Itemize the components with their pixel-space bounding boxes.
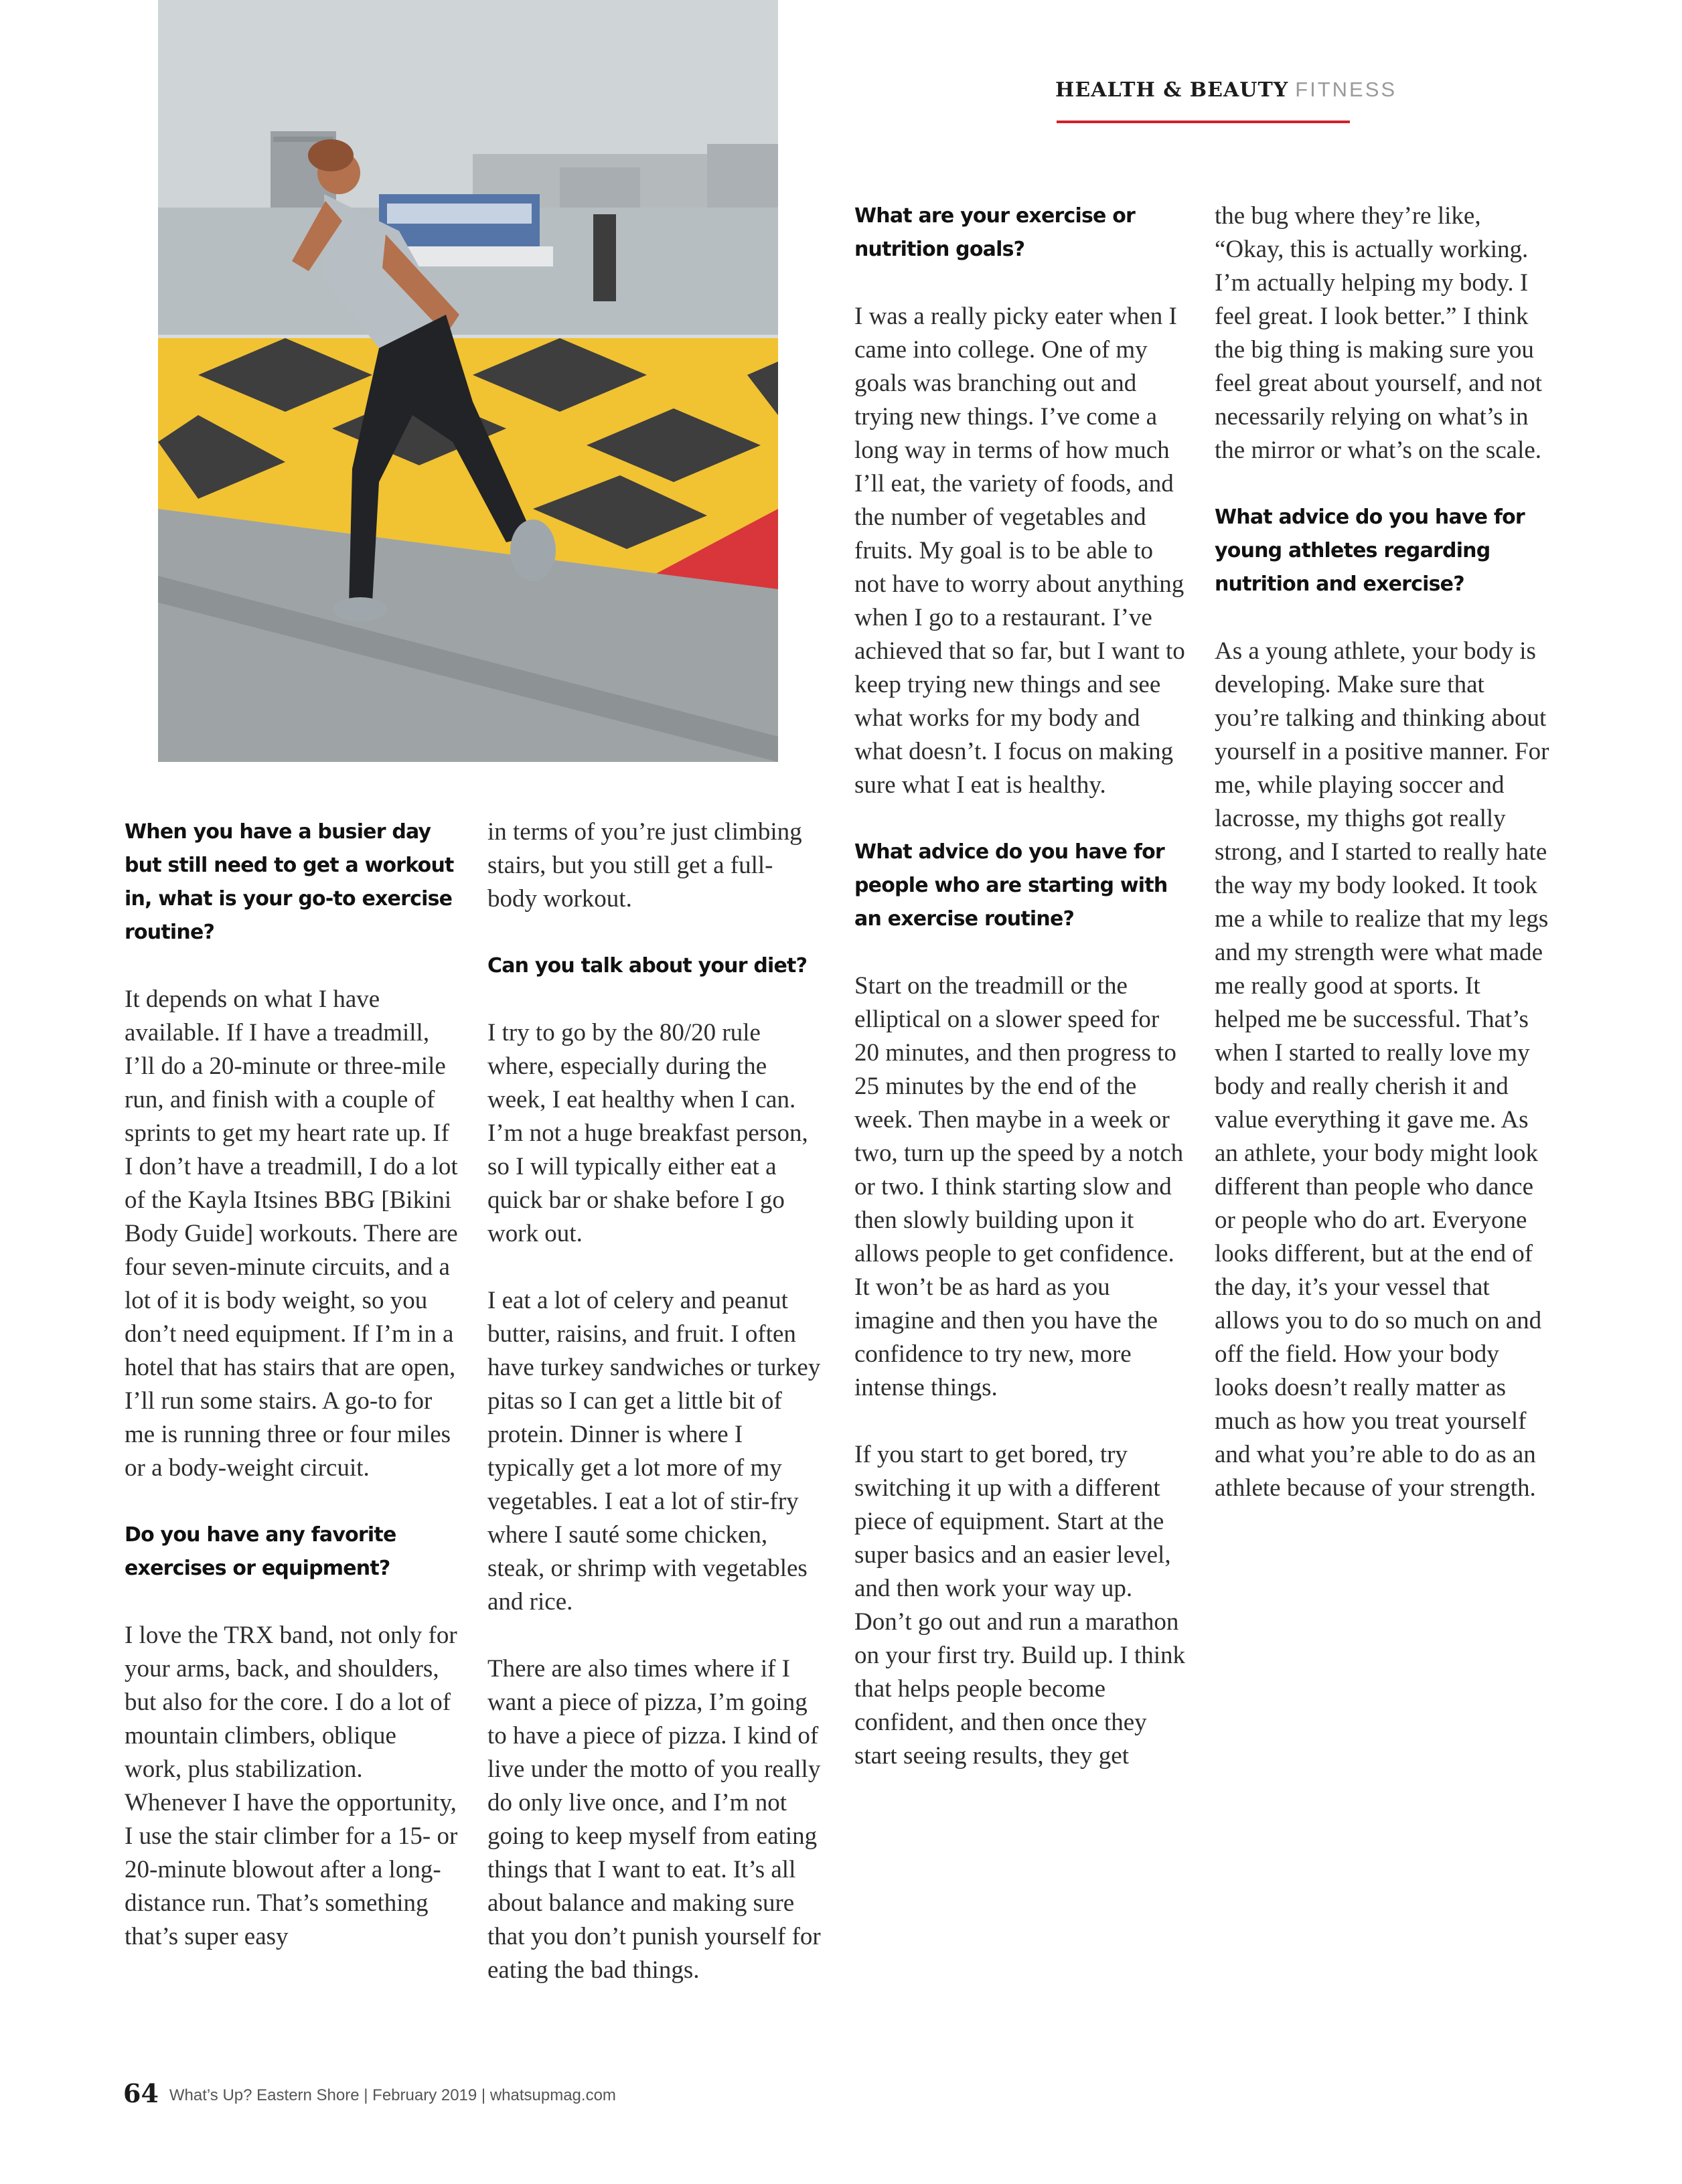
- interview-question: What are your exercise or nutrition goals?: [854, 204, 1136, 261]
- publication-info: What’s Up? Eastern Shore | February 2019 | whatsupmag.com: [169, 2086, 616, 2104]
- interview-answer: I try to go by the 80/20 rule where, especially during the week, I eat healthy when I can. I’m not a huge breakfast person, so I will typically either eat a quick bar or shake before I go work out.: [487, 1019, 808, 1247]
- page-number: 64: [123, 2078, 159, 2108]
- section-header: [1055, 78, 1397, 125]
- interview-answer: I eat a lot of celery and peanut butter, raisins, and fruit. I often have turkey sandwiches or turkey pitas so I can get a little bit of protein. Dinner is where I typically get a lot more of my vegetables. I eat a lot of stir-fry where I sauté some chicken, steak, or shrimp with vegetables and rice.: [487, 1287, 821, 1616]
- interview-answer: the bug where they’re like, “Okay, this is actually working. I’m actually helping my body. I feel great. I look better.” I think the big thing is making sure you feel great about yourself, and not necessarily relying on what’s in the mirror or what’s on the scale.: [1215, 202, 1543, 464]
- interview-question: What advice do you have for young athletes regarding nutrition and exercise?: [1215, 505, 1525, 596]
- text-column-3: [854, 200, 1189, 1773]
- interview-answer: I love the TRX band, not only for your arms, back, and shoulders, but also for the core. I do a lot of mountain climbers, oblique work, plus stabilization. Whenever I have the opportunity, I use the stair climber for a 15- or 20-minute blowout after a long-distance run. That’s something that’s super easy: [125, 1622, 458, 1950]
- section-rule: [1057, 121, 1350, 123]
- interview-answer: Start on the treadmill or the elliptical on a slower speed for 20 minutes, and then progress to 25 minutes by the end of the week. Then maybe in a week or two, turn up the speed by a notch or two. I think starting slow and then slowly building upon it allows people to get confidence. It won’t be as hard as you imagine and then you have the confidence to try new, more intense things.: [854, 972, 1184, 1401]
- interview-answer: I was a really picky eater when I came into college. One of my goals was branching out and trying new things. I’ve come a long way in terms of how much I’ll eat, the variety of foods, and the number of vegetables and fruits. My goal is to be able to not have to worry about anything when I go to a restaurant. I’ve achieved that so far, but I want to keep trying new things and see what works for my body and what doesn’t. I focus on making sure what I eat is healthy.: [854, 303, 1185, 799]
- text-column-2: [487, 815, 822, 1987]
- section-subtitle: FITNESS: [1295, 78, 1397, 101]
- interview-answer: There are also times where if I want a piece of pizza, I’m going to have a piece of pizza. I kind of live under the motto of you really do only live once, and I’m not going to keep myself from eating things that I want to eat. It’s all about balance and making sure that you don’t punish yourself for eating the bad things.: [487, 1655, 821, 1984]
- page-footer: [123, 2078, 616, 2112]
- interview-question: When you have a busier day but still need to get a workout in, what is your go-to exercise routine?: [125, 820, 454, 944]
- interview-answer: If you start to get bored, try switching it up with a different piece of equipment. Start at the super basics and an easier level, and then work your way up. Don’t go out and run a marathon on your first try. Build up. I think that helps people become confident, and then once they start seeing results, they get: [854, 1441, 1185, 1770]
- interview-answer: in terms of you’re just climbing stairs, but you still get a full-body workout.: [487, 818, 802, 913]
- text-column-1: [125, 815, 459, 1954]
- interview-answer: As a young athlete, your body is developing. Make sure that you’re talking and thinking about yourself in a positive manner. For me, while playing soccer and lacrosse, my thighs got really strong, and I started to really hate the way my body looked. It took me a while to realize that my legs and my strength were what made me really good at sports. It helped me be successful. That’s when I started to really love my body and really cherish it and value everything it gave me. As an athlete, your body might look different than people who dance or people who do art. Everyone looks different, but at the end of the day, it’s your vessel that allows you to do so much on and off the field. How your body looks doesn’t really matter as much as how you treat yourself and what you’re able to do as an athlete because of your strength.: [1215, 637, 1549, 1502]
- text-column-4: [1215, 200, 1549, 1505]
- interview-question: What advice do you have for people who are starting with an exercise routine?: [854, 840, 1168, 931]
- section-title: HEALTH & BEAUTY: [1055, 78, 1289, 102]
- hero-photo: [158, 0, 778, 762]
- hero-photo-illustration: [158, 0, 778, 762]
- interview-question: Do you have any favorite exercises or equipment?: [125, 1523, 396, 1580]
- interview-answer: It depends on what I have available. If I have a treadmill, I’ll do a 20-minute or three-mile run, and finish with a couple of sprints to get my heart rate up. If I don’t have a treadmill, I do a lot of the Kayla Itsines BBG [Bikini Body Guide] workouts. There are four seven-minute circuits, and a lot of it is body weight, so you don’t need equipment. If I’m in a hotel that has stairs that are open, I’ll run some stairs. A go-to for me is running three or four miles or a body-weight circuit.: [125, 986, 458, 1482]
- interview-question: Can you talk about your diet?: [487, 954, 808, 978]
